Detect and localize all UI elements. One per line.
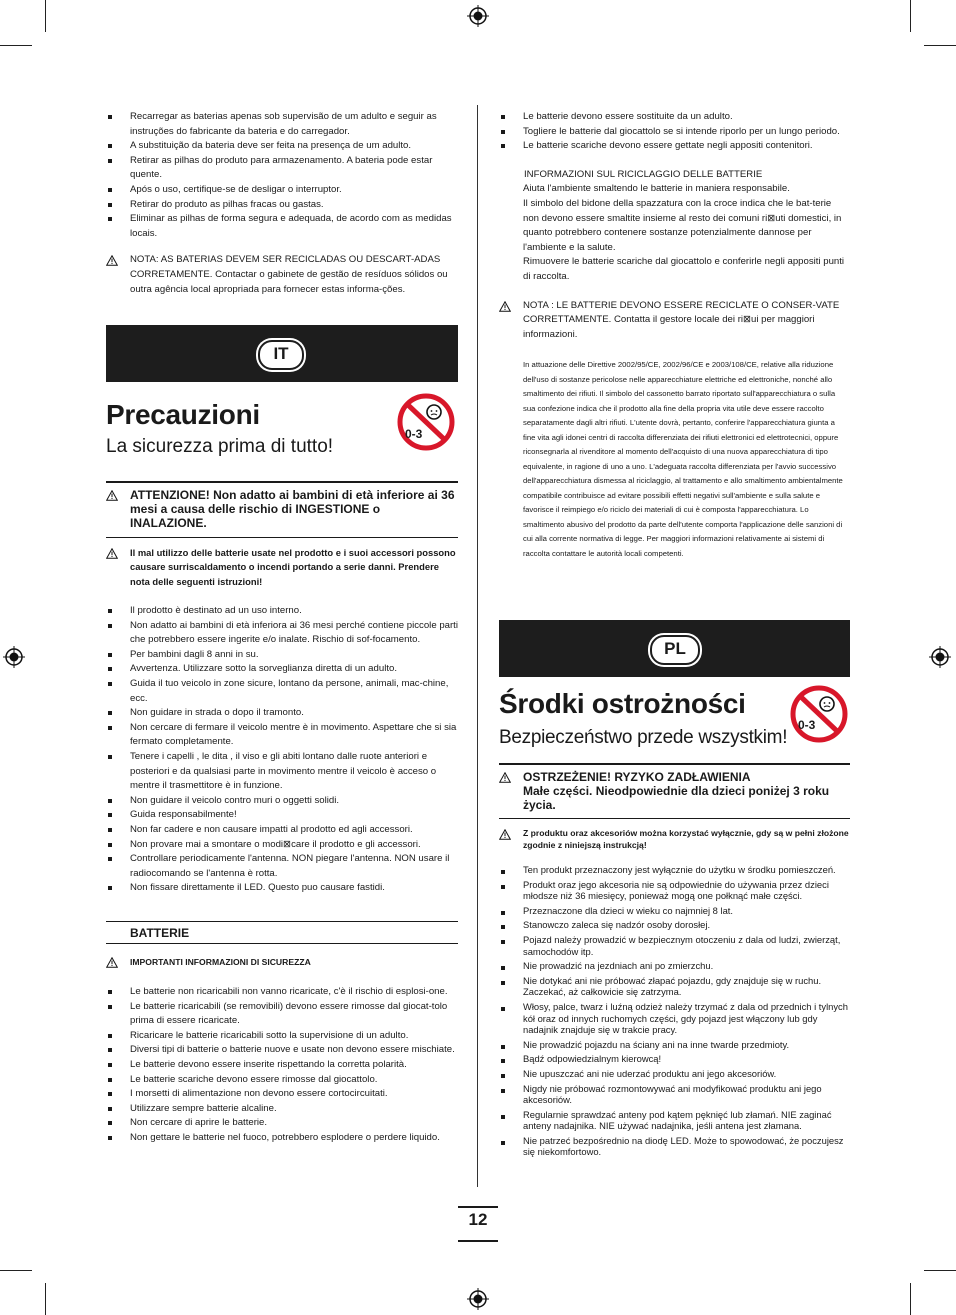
left-column bbox=[106, 110, 458, 297]
list-item: Le batterie scariche devono essere rimosse dal giocattolo. bbox=[106, 1073, 458, 1088]
warning-triangle-icon bbox=[106, 490, 118, 501]
warning-title: OSTRZEŻENIE! RYZYKO ZADŁAWIENIA bbox=[523, 770, 751, 784]
pl-bullet-block bbox=[499, 864, 850, 1161]
list-item: Guida responsabilmente! bbox=[106, 808, 458, 823]
pt-recycling-note bbox=[106, 253, 458, 297]
crop-mark bbox=[45, 1283, 46, 1315]
divider bbox=[458, 1206, 498, 1208]
divider bbox=[499, 818, 850, 819]
list-item: Non guidare il veicolo contro muri o oggetti solidi. bbox=[106, 794, 458, 809]
language-badge-it: IT bbox=[258, 340, 304, 370]
accessories-text: Z produktu oraz akcesoriów można korzystać wyłącznie, gdy są w pełni złożone zgodnie z niniejszą instrukcją! bbox=[523, 828, 849, 850]
divider bbox=[458, 1240, 498, 1242]
warning-triangle-icon bbox=[106, 255, 118, 266]
list-item: Le batterie non ricaricabili non vanno ricaricate, c'è il rischio di esplosi-one. bbox=[106, 985, 458, 1000]
list-item: Avvertenza. Utilizzare sotto la sorveglianza diretta di un adulto. bbox=[106, 662, 458, 677]
registration-mark-icon bbox=[467, 5, 489, 27]
crop-mark bbox=[924, 45, 956, 46]
it-bullet-list bbox=[106, 604, 458, 896]
list-item: Włosy, palce, twarz i luźną odzież należy trzymać z dala od przednich i tylnych kół oraz od innych ruchomych części, gdy pojazd jest włączony lub gdy nadajnik znajduje się w trakcie pracy. bbox=[499, 1001, 850, 1036]
list-item: Non provare mai a smontare o modi⊠care il prodotto e gli accessori. bbox=[106, 838, 458, 853]
choking-warning bbox=[499, 770, 850, 812]
list-item: Non cercare di fermare il veicolo mentre è in movimento. Aspettare che si sia fermato completamente. bbox=[106, 721, 458, 750]
important-warning bbox=[106, 955, 458, 969]
page-number: 12 bbox=[468, 1210, 488, 1229]
list-item: Non fissare direttamente il LED. Questo puo causare fastidi. bbox=[106, 881, 458, 896]
list-item: Le batterie devono essere sostituite da un adulto. bbox=[499, 110, 849, 125]
list-item: Il prodotto è destinato ad un uso interno. bbox=[106, 604, 458, 619]
crop-mark bbox=[910, 1283, 911, 1315]
list-item: Controllare periodicamente l'antenna. NON piegare l'antenna. NON usare il radiocomando se l'antenna è rotta. bbox=[106, 852, 458, 881]
age-label: 0-3 bbox=[798, 718, 816, 732]
list-item: Le batterie ricaricabili (se removibili) devono essere rimosse dal giocat-tolo prima di essere ricaricate. bbox=[106, 1000, 458, 1029]
list-item: Nigdy nie próbować rozmontowywać ani modyfikować produktu ani jego akcesoriów. bbox=[499, 1083, 850, 1106]
note-text: NOTA : LE BATTERIE DEVONO ESSERE RECICLATE O CONSER-VATE CORRETTAMENTE. Contatta il gestore locale dei ri⊠ui per maggiori informazioni. bbox=[523, 299, 840, 340]
list-item: Ricaricare le batterie ricaricabili sotto la supervisione di un adulto. bbox=[106, 1029, 458, 1044]
language-badge-pl: PL bbox=[650, 635, 700, 665]
it-important-block bbox=[106, 955, 458, 969]
crop-mark bbox=[45, 0, 46, 32]
list-item: Recarregar as baterias apenas sob supervisão de um adulto e seguir as instruções do fabricante da bateria e do carregador. bbox=[106, 110, 458, 139]
accessories-warning bbox=[499, 827, 850, 851]
list-item: Retirar do produto as pilhas fracas ou gastas. bbox=[106, 198, 458, 213]
pl-bullet-list bbox=[499, 864, 850, 1158]
it-right-bullet-list bbox=[499, 110, 849, 154]
list-item: Nie prowadzić na jezdniach ani po zmierzchu. bbox=[499, 960, 850, 972]
list-item: Non cercare di aprire le batterie. bbox=[106, 1116, 458, 1131]
registration-mark-icon bbox=[929, 646, 951, 668]
warning-triangle-icon bbox=[499, 301, 511, 312]
list-item: Diversi tipi di batterie o batterie nuove e usate non devono essere mischiate. bbox=[106, 1043, 458, 1058]
list-item: Utilizzare sempre batterie alcaline. bbox=[106, 1102, 458, 1117]
list-item: Tenere i capelli , le dita , il viso e gli abiti lontano dalle ruote anteriori e posteriori e da qualsiasi parte in movimento mentre il veicolo è acceso o mentre il trasmettitore è in funzione. bbox=[106, 750, 458, 794]
misuse-text: Il mal utilizzo delle batterie usate nel prodotto e i suoi accessori possono causare surriscaldamento o incendi portando a serie danni. Prendere nota delle seguenti istruzioni! bbox=[130, 547, 456, 587]
column-divider bbox=[477, 105, 478, 1187]
battery-bullet-list bbox=[106, 985, 458, 1146]
list-item: Przeznaczone dla dzieci w wieku co najmniej 8 lat. bbox=[499, 905, 850, 917]
crop-mark bbox=[910, 0, 911, 32]
list-item: Bądź odpowiedzialnym kierowcą! bbox=[499, 1053, 850, 1065]
it-battery-bullet-block bbox=[106, 985, 458, 1146]
page-title-it: Precauzioni bbox=[106, 399, 260, 430]
pt-bullet-list bbox=[106, 110, 458, 241]
attention-warning bbox=[106, 488, 458, 530]
recycling-line: Il simbolo del bidone della spazzatura con la croce indica che le bat-terie non devono essere smaltite insieme al resto dei comuni ri⊠uti domestici, in quanto potrebbero contenere sostanze potenzialmente dannose per l'ambiente e la salute. bbox=[523, 197, 842, 253]
batterie-heading: BATTERIE bbox=[130, 926, 190, 940]
page-subtitle-pl: Bezpieczeństwo przede wszystkim! bbox=[499, 727, 788, 748]
it-misuse-block bbox=[106, 546, 458, 589]
it-bullet-block bbox=[106, 604, 458, 896]
warning-triangle-icon bbox=[106, 548, 118, 559]
list-item: Nie patrzeć bezpośrednio na diodę LED. Może to spowodować, że poczujesz się niekomfortowo. bbox=[499, 1135, 850, 1158]
recycling-line: Rimuovere le batterie scariche dal giocattolo e conferirle negli appositi punti di raccolta. bbox=[523, 256, 845, 282]
attention-text: ATTENZIONE! Non adatto ai bambini di età inferiore ai 36 mesi a causa delle rischio di INGESTIONE o INALAZIONE. bbox=[130, 488, 455, 530]
it-attention-block bbox=[106, 488, 458, 530]
list-item: Guida il tuo veicolo in zone sicure, lontano da persone, animali, mac-chine, ecc. bbox=[106, 677, 458, 706]
list-item: Non guidare in strada o dopo il tramonto. bbox=[106, 706, 458, 721]
list-item: Após o uso, certifique-se de desligar o interruptor. bbox=[106, 183, 458, 198]
divider bbox=[106, 943, 458, 944]
page-title-pl: Środki ostrożności bbox=[499, 688, 746, 719]
list-item: Le batterie devono essere inserite rispettando la corretta polarità. bbox=[106, 1058, 458, 1073]
age-label: 0-3 bbox=[405, 427, 423, 441]
list-item: Regularnie sprawdzać anteny pod kątem pęknięć lub złamań. NIE zaginać anteny nadajnika. NIE używać nadajnika, jeśli antena jest złamana. bbox=[499, 1109, 850, 1132]
list-item: Togliere le batterie dal giocattolo se si intende riporlo per un lungo periodo. bbox=[499, 125, 849, 140]
misuse-warning bbox=[106, 546, 458, 589]
list-item: Non far cadere e non causare impatti al prodotto ed agli accessori. bbox=[106, 823, 458, 838]
list-item: Nie upuszczać ani nie uderzać produktu ani jego akcesoriów. bbox=[499, 1068, 850, 1080]
warning-body: Małe części. Nieodpowiednie dla dzieci poniżej 3 roku życia. bbox=[523, 784, 830, 812]
list-item: Le batterie scariche devono essere gettate negli appositi contenitori. bbox=[499, 139, 849, 154]
list-item: Nie prowadzić pojazdu na ściany ani na inne twarde przedmioty. bbox=[499, 1039, 850, 1051]
no-under-3-icon bbox=[789, 684, 849, 744]
list-item: A substituição da bateria deve ser feita na presença de um adulto. bbox=[106, 139, 458, 154]
divider bbox=[106, 921, 458, 922]
important-text: IMPORTANTI INFORMAZIONI DI SICUREZZA bbox=[130, 957, 311, 967]
list-item: Retirar as pilhas do produto para armazenamento. A bateria pode estar quente. bbox=[106, 154, 458, 183]
divider bbox=[106, 481, 458, 483]
list-item: Per bambini dagli 8 anni in su. bbox=[106, 648, 458, 663]
registration-mark-icon bbox=[467, 1288, 489, 1310]
recycling-line: Aiuta l'ambiente smaltendo le batterie in maniera responsabile. bbox=[523, 183, 790, 195]
recycling-heading: INFORMAZIONI SUL RICICLAGGIO DELLE BATTERIE bbox=[524, 168, 763, 180]
list-item: Produkt oraz jego akcesoria nie są odpowiednie do używania przez dzieci młodsze niż 36 miesięcy, ponieważ mogą one połknąć małe części. bbox=[499, 879, 850, 902]
registration-mark-icon bbox=[3, 646, 25, 668]
warning-triangle-icon bbox=[499, 772, 511, 783]
page-subtitle-it: La sicurezza prima di tutto! bbox=[106, 436, 334, 457]
warning-triangle-icon bbox=[499, 829, 511, 840]
list-item: Non adatto ai bambini di età inferiora ai 36 mesi perché contiene piccole parti che potrebbero essere ingerite e/o inalate. Rischio di sof-focamento. bbox=[106, 619, 458, 648]
crop-mark bbox=[924, 1270, 956, 1271]
list-item: Stanowczo zaleca się nadzór osoby dorosłej. bbox=[499, 919, 850, 931]
list-item: I morsetti di alimentazione non devono essere cortocircuitati. bbox=[106, 1087, 458, 1102]
list-item: Pojazd należy prowadzić w bezpiecznym otoczeniu z dala od ludzi, zwierząt, samochodów itp. bbox=[499, 934, 850, 957]
warning-triangle-icon bbox=[106, 957, 118, 968]
crop-mark bbox=[0, 1270, 32, 1271]
list-item: Nie dotykać ani nie próbować złapać pojazdu, gdy znajduje się w ruchu. Zaczekać, aż całkowicie się zatrzyma. bbox=[499, 975, 850, 998]
list-item: Eliminar as pilhas de forma segura e adequada, de acordo com as medidas locais. bbox=[106, 212, 458, 241]
no-under-3-icon bbox=[396, 392, 456, 452]
divider bbox=[499, 763, 850, 765]
pl-accessories-block bbox=[499, 827, 850, 851]
recycling-info bbox=[499, 168, 849, 285]
it-recycling-note bbox=[499, 299, 849, 343]
list-item: Ten produkt przeznaczony jest wyłącznie do użytku w środku pomieszczeń. bbox=[499, 864, 850, 876]
divider bbox=[106, 537, 458, 538]
right-column bbox=[499, 110, 849, 561]
pl-warning-block bbox=[499, 770, 850, 812]
crop-mark bbox=[0, 45, 32, 46]
weee-paragraph: In attuazione delle Direttive 2002/95/CE, 2002/96/CE e 2003/108/CE, relative alla riduzione dell'uso di sostanze pericolose nelle apparecchiature elettriche ed elettroniche, nonché allo smaltimento dei rifiuti. Il simbolo del cassonetto barrato riportato sull'apparecchiatura o sulla sua confezione indica che il prodotto alla fine della propria vita utile deve essere raccolto separatamente dagli altri rifiuti. L'utente dovrà, pertanto, conferire l'apparecchiatura giunta a fine vita agli idonei centri di raccolta differenziata dei rifiuti elettronici ed elettrotecnici, oppure riconsegnarla al rivenditore al momento dell'acquisto di una nuova apparecchiatura di tipo equivalente, in ragione di uno a uno. L'adeguata raccolta differenziata per l'avvio successivo dell'apparecchiatura dismessa al riciclaggio, al trattamento e allo smaltimento ambientalmente compatibile contribuisce ad evitare possibili effetti negativi sull'ambiente e sulla salute e favorisce il reimpiego e/o riciclo dei materiali di cui è composta l'apparecchiatura. Lo smaltimento abusivo del prodotto da parte dell'utente comporta l'applicazione delle sanzioni di cui alla corrente normativa di legge. Per maggiori informazioni relativamente ai sistemi di raccolta contattare le autorità locali competenti. bbox=[523, 360, 843, 558]
note-text: NOTA: AS BATERIAS DEVEM SER RECICLADAS OU DESCART-ADAS CORRETAMENTE. Contactar o gabinete de gestão de resíduos sólidos ou outra agência local apropriada para fornecer estas informa-ções. bbox=[130, 254, 448, 295]
list-item: Non gettare le batterie nel fuoco, potrebbero esplodere o perdere liquido. bbox=[106, 1131, 458, 1146]
